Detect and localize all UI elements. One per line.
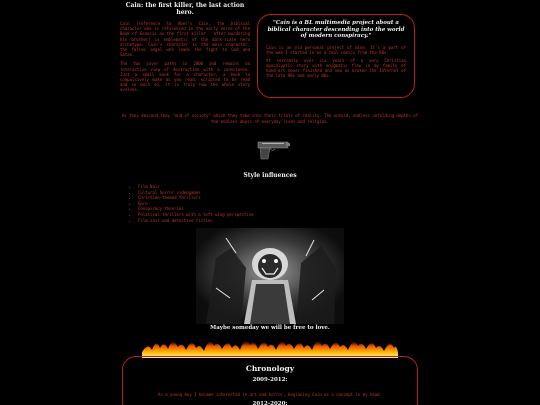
info-box: [257, 14, 415, 98]
info-paragraph: At currently over six years of a very Christian apocalyptic story with enigmatic flow in my family of hand-art never finished and now as broken the Internet of the late 90s and early 00s.: [266, 57, 406, 78]
image-caption: Maybe someday we will be free to love.: [210, 325, 330, 331]
style-influences-title: Style influences: [243, 172, 297, 179]
artwork-image: [196, 228, 344, 324]
intro-section: [120, 2, 250, 97]
chronology-year: 2012-2020:: [252, 401, 288, 405]
chronology-title: Chronology: [245, 364, 295, 373]
list-item: • Conspiracy theories: [138, 206, 254, 212]
list-item: • Film noir and detective fiction: [138, 218, 254, 224]
pistol-icon: [256, 139, 292, 161]
flame-divider-icon: [142, 334, 398, 358]
list-item: • Gore: [138, 201, 254, 207]
intro-paragraph: The two cover paths in 2000 and remains an interactive view of destruction with a conscience. Just a small book for a character, a book to compulsively make as you read, scripted to be read and so much so, it is truly how the whole story evolves.: [120, 61, 250, 93]
list-item: • Cultural horror videogames: [138, 190, 254, 196]
influences-list: [132, 184, 254, 223]
chronology-box: [122, 356, 418, 405]
intro-title: Cain: the first killer, the last action hero.: [125, 2, 245, 16]
chronology-year: 2009-2012:: [252, 377, 288, 383]
description-text: As they descend they "end of society" which they take into their trials of reality. The untold, endless unfolding depths of the endless abyss of everyday lives and religion.: [121, 113, 419, 124]
list-item: • Film Noir: [138, 184, 254, 190]
info-heading: "Cain is a BL multimedia project about a biblical character descending into the world of modern conspiracy.": [267, 20, 405, 39]
list-item: • Political thrillers with a left-wing perspective: [138, 212, 254, 218]
chronology-entry: As a young boy I became interested in art and horror, beginning Cain as a concept in my head.: [158, 392, 382, 397]
intro-paragraph: Cain (reference to Abel's Cain, the biblical character who is referenced in the early verse of the Book of Genesis as the first killer - after murdering his brother) is emblematic of the dark-scale hero archetype. Cain's character is the main character, the fallen angel who leads the fight to God and Satan.: [120, 21, 250, 58]
list-item: • Christian-themed thrillers: [138, 195, 254, 201]
page-content: [120, 0, 420, 405]
info-paragraph: Cain is an old personal project of mine. It's a part of the web I started in as a real comics from the 90s.: [266, 44, 406, 55]
